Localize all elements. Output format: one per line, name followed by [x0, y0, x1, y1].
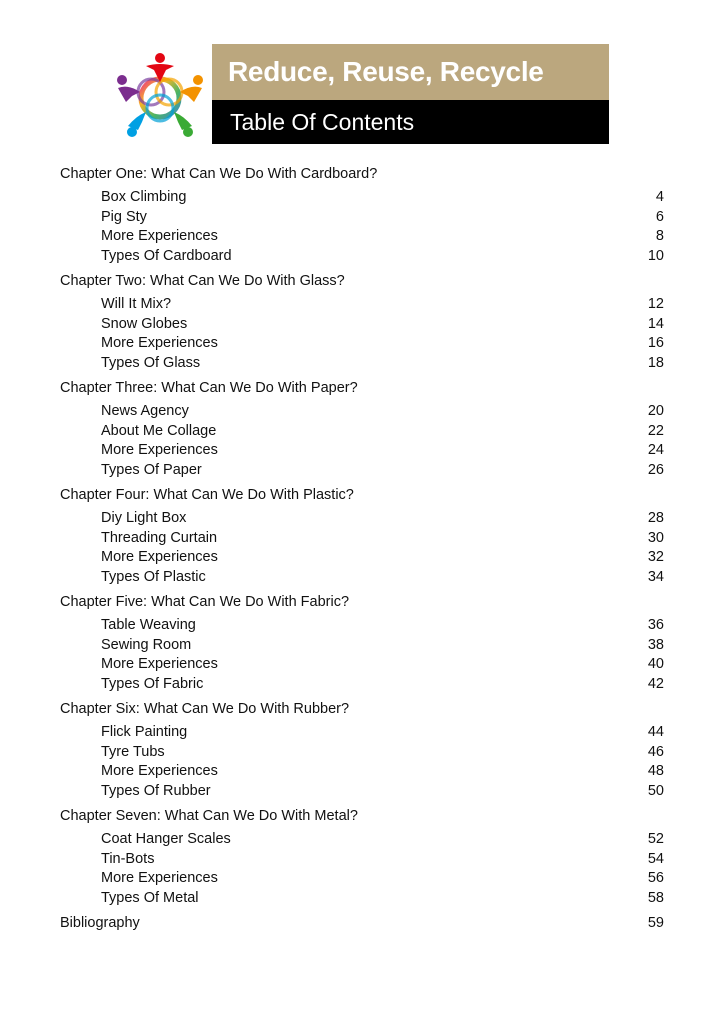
chapter-title[interactable]: Chapter Two: What Can We Do With Glass?	[60, 273, 345, 289]
entry-page: 50	[647, 782, 664, 799]
entry-page: 54	[647, 850, 664, 867]
entry-page: 14	[647, 315, 664, 332]
entry-page: 58	[647, 889, 664, 906]
toc-entry[interactable]	[60, 675, 664, 695]
entry-label: Types Of Cardboard	[101, 247, 232, 264]
toc-entry[interactable]	[60, 227, 664, 247]
entry-label: Types Of Paper	[101, 461, 202, 478]
entry-label: Diy Light Box	[101, 510, 187, 526]
entry-label: Tin-Bots	[101, 850, 155, 867]
entry-label: Box Climbing	[101, 189, 187, 205]
chapter	[60, 485, 664, 587]
entry-page: 48	[647, 763, 664, 779]
entry-label: More Experiences	[101, 442, 218, 458]
entry-page: 6	[655, 208, 664, 225]
toc-entry[interactable]	[60, 568, 664, 588]
entry-page: 56	[647, 870, 664, 886]
entry-page: 32	[647, 549, 664, 565]
entry-label: More Experiences	[101, 228, 218, 244]
toc-entry[interactable]	[60, 655, 664, 675]
chapter-title[interactable]: Chapter Five: What Can We Do With Fabric?	[60, 594, 350, 610]
entry-page: 8	[655, 228, 664, 244]
entry-page: 26	[647, 461, 664, 478]
toc-entry[interactable]	[60, 830, 664, 850]
entry-label: Types Of Plastic	[101, 568, 206, 585]
toc-entry[interactable]	[60, 850, 664, 870]
entry-page: 59	[647, 915, 664, 931]
entry-label: More Experiences	[101, 763, 218, 779]
chapter-title[interactable]: Chapter One: What Can We Do With Cardboard?	[60, 166, 378, 182]
entry-page: 36	[647, 617, 664, 633]
entry-label: News Agency	[101, 403, 189, 419]
book-title: Reduce, Reuse, Recycle	[212, 44, 609, 100]
chapter-title[interactable]: Chapter Seven: What Can We Do With Metal?	[60, 808, 358, 824]
chapter	[60, 592, 664, 694]
entry-page: 42	[647, 675, 664, 692]
entry-label: More Experiences	[101, 549, 218, 565]
entry-page: 34	[647, 568, 664, 585]
entry-label: Threading Curtain	[101, 529, 218, 546]
toc-entry[interactable]	[60, 188, 664, 208]
entry-label: Pig Sty	[101, 208, 147, 225]
entry-label: Types Of Rubber	[101, 782, 211, 799]
chapter	[60, 699, 664, 801]
entry-label: Table Weaving	[101, 617, 196, 633]
entry-page: 38	[647, 636, 664, 653]
entry-label: Coat Hanger Scales	[101, 831, 231, 847]
toc-entry[interactable]	[60, 422, 664, 442]
toc-entry[interactable]	[60, 509, 664, 529]
entry-label: Types Of Glass	[101, 354, 201, 371]
entry-label: Will It Mix?	[101, 296, 172, 312]
entry-page: 44	[647, 724, 664, 740]
toc-entry[interactable]	[60, 636, 664, 656]
toc-entry[interactable]	[60, 295, 664, 315]
recycling-people-logo-icon	[116, 52, 204, 138]
toc-entry[interactable]	[60, 762, 664, 782]
entry-page: 40	[647, 656, 664, 672]
entry-page: 18	[647, 354, 664, 371]
entry-label: Bibliography	[60, 915, 140, 931]
entry-page: 28	[647, 510, 664, 526]
table-of-contents	[60, 164, 664, 933]
chapter-title[interactable]: Chapter Three: What Can We Do With Paper?	[60, 380, 358, 396]
toc-entry[interactable]	[60, 315, 664, 335]
entry-label: More Experiences	[101, 335, 218, 351]
entry-page: 24	[647, 442, 664, 458]
bibliography-entry[interactable]	[60, 913, 664, 933]
chapter	[60, 271, 664, 373]
entry-page: 16	[647, 335, 664, 351]
entry-page: 30	[647, 529, 664, 546]
entry-label: About Me Collage	[101, 422, 217, 439]
chapter-title[interactable]: Chapter Four: What Can We Do With Plastic?	[60, 487, 354, 503]
entry-page: 20	[647, 403, 664, 419]
toc-entry[interactable]	[60, 208, 664, 228]
entry-label: Snow Globes	[101, 315, 188, 332]
toc-entry[interactable]	[60, 889, 664, 909]
entry-label: Sewing Room	[101, 636, 192, 653]
toc-entry[interactable]	[60, 247, 664, 267]
entry-label: Types Of Fabric	[101, 675, 204, 692]
chapter-title[interactable]: Chapter Six: What Can We Do With Rubber?	[60, 701, 350, 717]
toc-entry[interactable]	[60, 616, 664, 636]
entry-page: 22	[647, 422, 664, 439]
toc-entry[interactable]	[60, 441, 664, 461]
toc-entry[interactable]	[60, 529, 664, 549]
toc-entry[interactable]	[60, 548, 664, 568]
toc-entry[interactable]	[60, 334, 664, 354]
header	[212, 44, 609, 144]
entry-page: 4	[655, 189, 664, 205]
toc-entry[interactable]	[60, 402, 664, 422]
toc-entry[interactable]	[60, 354, 664, 374]
entry-page: 46	[647, 743, 664, 760]
toc-entry[interactable]	[60, 869, 664, 889]
entry-label: Flick Painting	[101, 724, 188, 740]
chapter	[60, 806, 664, 908]
toc-heading: Table Of Contents	[212, 100, 609, 144]
entry-label: More Experiences	[101, 656, 218, 672]
chapter	[60, 164, 664, 266]
chapter	[60, 378, 664, 480]
entry-page: 12	[647, 296, 664, 312]
toc-entry[interactable]	[60, 743, 664, 763]
entry-page: 10	[647, 247, 664, 264]
entry-label: Types Of Metal	[101, 889, 199, 906]
toc-entry[interactable]	[60, 723, 664, 743]
entry-page: 52	[647, 831, 664, 847]
entry-label: More Experiences	[101, 870, 218, 886]
toc-entry[interactable]	[60, 461, 664, 481]
toc-entry[interactable]	[60, 782, 664, 802]
entry-label: Tyre Tubs	[101, 743, 165, 760]
